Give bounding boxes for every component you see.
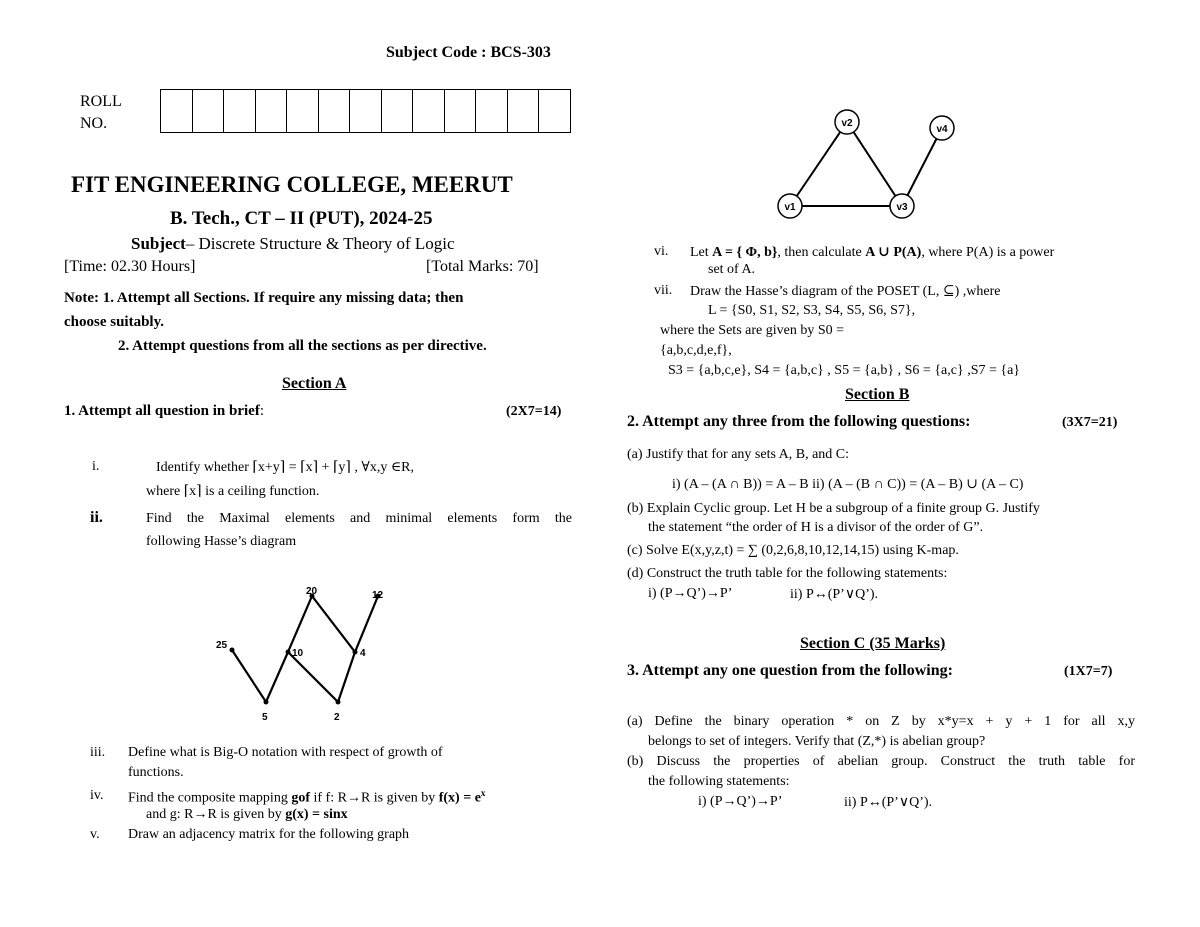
- qiv-text-part: and g: R: [146, 807, 194, 822]
- graph-label: v2: [841, 118, 853, 129]
- hasse-edge: [355, 596, 378, 652]
- qiv-exponent: x: [480, 788, 486, 798]
- qvii-where: where the Sets are given by S0 =: [660, 323, 845, 338]
- q2c-text: (c) Solve E(x,y,z,t) = ∑ (0,2,6,8,10,12,14,15) using K-map.: [627, 543, 959, 558]
- roll-number-cell[interactable]: [224, 90, 256, 132]
- hasse-node: [230, 648, 235, 653]
- subject-code: Subject Code : BCS-303: [386, 44, 551, 61]
- subject-label: Subject: [131, 234, 186, 253]
- subject-line: [131, 234, 455, 254]
- hasse-edge: [266, 652, 288, 702]
- qii-text-2: following Hasse’s diagram: [146, 534, 297, 549]
- maps-to-arrow-icon: →: [346, 790, 361, 806]
- graph-edge: [847, 122, 902, 206]
- note-1-cont: choose suitably.: [64, 314, 165, 330]
- roll-number-cell[interactable]: [476, 90, 508, 132]
- roll-number-cell[interactable]: [193, 90, 225, 132]
- q3a-text: (a) Define the binary operation * on Z by x*y=x + y + 1 for all x,y: [627, 714, 1135, 729]
- hasse-label: 4: [360, 648, 366, 659]
- graph-label: v4: [936, 124, 948, 135]
- qvii-sets: S3 = {a,b,c,e}, S4 = {a,b,c} , S5 = {a,b} , S6 = {a,c} ,S7 = {a}: [668, 363, 1021, 378]
- hasse-node: [353, 650, 358, 655]
- qvi-text-part: , where P(A) is a power: [921, 245, 1055, 260]
- qiv-text-2: [146, 807, 348, 823]
- hasse-label: 25: [216, 640, 228, 651]
- qiv-text-part: if f: R: [310, 790, 347, 806]
- qii-text: Find the Maximal elements and minimal elements form the: [146, 511, 572, 526]
- qi-text: Identify whether ⌈x+y⌉ = ⌈x⌉ + ⌈y⌉ , ∀x,y ∈R,: [156, 460, 415, 475]
- hasse-diagram: [210, 582, 390, 727]
- roll-number-grid: [160, 89, 571, 133]
- qiii-text-2: functions.: [128, 765, 184, 780]
- roll-number-cell[interactable]: [413, 90, 445, 132]
- graph-diagram: [770, 104, 960, 224]
- roll-label: ROLL: [80, 93, 122, 110]
- hasse-edge: [288, 652, 338, 702]
- q3b-text-2: the following statements:: [648, 774, 790, 789]
- qv-text: Draw an adjacency matrix for the following graph: [128, 827, 410, 842]
- q2-marks: (3X7=21): [1062, 415, 1118, 430]
- q3-heading: 3. Attempt any one question from the following:: [627, 662, 953, 679]
- hasse-edge: [312, 596, 355, 652]
- section-a-title: Section A: [282, 375, 347, 392]
- time: [Time: 02.30 Hours]: [64, 258, 196, 275]
- maps-to-arrow-icon: →: [193, 807, 208, 822]
- roll-number-cell[interactable]: [319, 90, 351, 132]
- subject-text: – Discrete Structure & Theory of Logic: [185, 234, 455, 253]
- qiv-gof: gof: [291, 790, 310, 806]
- q2d-text: (d) Construct the truth table for the following statements:: [627, 566, 948, 581]
- q1-label: 1. Attempt all question in brief: [64, 403, 260, 419]
- hasse-edge: [338, 652, 355, 702]
- hasse-node: [264, 700, 269, 705]
- section-c-title: Section C (35 Marks): [800, 635, 946, 652]
- roll-number-cell[interactable]: [350, 90, 382, 132]
- q3b-stmt-2: ii) P↔(P’∨Q’).: [844, 795, 933, 810]
- q1-marks: (2X7=14): [506, 404, 562, 419]
- q3b-text: (b) Discuss the properties of abelian group. Construct the truth table for: [627, 754, 1135, 769]
- note-2: 2. Attempt questions from all the sections as per directive.: [118, 338, 487, 354]
- hasse-edge: [288, 596, 312, 652]
- exam-title: B. Tech., CT – II (PUT), 2024-25: [170, 208, 433, 229]
- roll-label-no: NO.: [80, 115, 108, 132]
- qvi-text-2: set of A.: [708, 262, 756, 277]
- qii-number: ii.: [90, 509, 103, 526]
- q1-colon: :: [259, 403, 265, 419]
- hasse-label: 12: [372, 590, 384, 601]
- hasse-label: 10: [292, 648, 304, 659]
- qvi-text: [690, 244, 1054, 261]
- qiv-fx: f(x) = e: [438, 790, 481, 806]
- q3-marks: (1X7=7): [1064, 664, 1113, 679]
- hasse-edge: [232, 650, 266, 702]
- q1-heading: [64, 403, 264, 420]
- qi-number: i.: [92, 459, 100, 474]
- qiv-text: [128, 788, 485, 807]
- qvii-s0: {a,b,c,d,e,f},: [660, 343, 732, 358]
- total-marks: [Total Marks: 70]: [426, 258, 539, 275]
- hasse-label: 20: [306, 586, 318, 597]
- roll-number-cell[interactable]: [287, 90, 319, 132]
- qi-text-2: where ⌈x⌉ is a ceiling function.: [146, 484, 320, 499]
- qiv-number: iv.: [90, 788, 104, 803]
- q3b-stmt-1: i) (P→Q’)→P’: [698, 794, 783, 809]
- qiii-text: Define what is Big-O notation with respect of growth of: [128, 745, 443, 760]
- roll-number-cell[interactable]: [382, 90, 414, 132]
- qvii-set-l: L = {S0, S1, S2, S3, S4, S5, S6, S7},: [708, 303, 916, 318]
- qv-number: v.: [90, 827, 100, 842]
- qvii-number: vii.: [654, 283, 673, 298]
- qvi-union: A ∪ P(A): [865, 245, 922, 260]
- q2a-text: (a) Justify that for any sets A, B, and C:: [627, 447, 850, 462]
- note-1: Note: 1. Attempt all Sections. If require any missing data; then: [64, 290, 464, 306]
- q2d-stmt-2: ii) P↔(P’∨Q’).: [790, 587, 879, 602]
- roll-number-cell[interactable]: [539, 90, 571, 132]
- q2b-text-2: the statement “the order of H is a divisor of the order of G”.: [648, 520, 984, 535]
- q2a-expr: i) (A – (A ∩ B)) = A – B ii) (A – (B ∩ C)) = (A – B) ∪ (A – C): [672, 477, 1024, 492]
- qiii-number: iii.: [90, 745, 106, 760]
- hasse-node: [336, 700, 341, 705]
- roll-number-cell[interactable]: [508, 90, 540, 132]
- hasse-node: [286, 650, 291, 655]
- graph-label: v3: [896, 202, 908, 213]
- college-name: FIT ENGINEERING COLLEGE, MEERUT: [71, 172, 513, 197]
- qvii-text: Draw the Hasse’s diagram of the POSET (L, ⊆) ,where: [690, 284, 1001, 299]
- hasse-label: 2: [334, 712, 340, 723]
- qvi-set-a: A = { Φ, b}: [712, 245, 778, 260]
- qvi-number: vi.: [654, 244, 669, 259]
- qiv-text-part: Find the composite mapping: [128, 790, 292, 806]
- section-b-title: Section B: [845, 386, 910, 403]
- qiv-gx: g(x) = sinx: [285, 807, 348, 822]
- qvi-text-part: , then calculate: [777, 245, 866, 260]
- graph-label: v1: [784, 202, 796, 213]
- q3a-text-2: belongs to set of integers. Verify that (Z,*) is abelian group?: [648, 734, 986, 749]
- roll-number-cell[interactable]: [256, 90, 288, 132]
- roll-number-cell[interactable]: [445, 90, 477, 132]
- qvi-text-part: Let: [690, 245, 713, 260]
- graph-edge: [902, 128, 942, 206]
- graph-edge: [790, 122, 847, 206]
- qiv-text-part: R is given by: [360, 790, 439, 806]
- q2d-stmt-1: i) (P→Q’)→P’: [648, 586, 733, 601]
- roll-number-cell[interactable]: [161, 90, 193, 132]
- q2b-text: (b) Explain Cyclic group. Let H be a subgroup of a finite group G. Justify: [627, 501, 1040, 516]
- qiv-text-part: R is given by: [207, 807, 286, 822]
- hasse-label: 5: [262, 712, 268, 723]
- q2-heading: 2. Attempt any three from the following questions:: [627, 413, 971, 430]
